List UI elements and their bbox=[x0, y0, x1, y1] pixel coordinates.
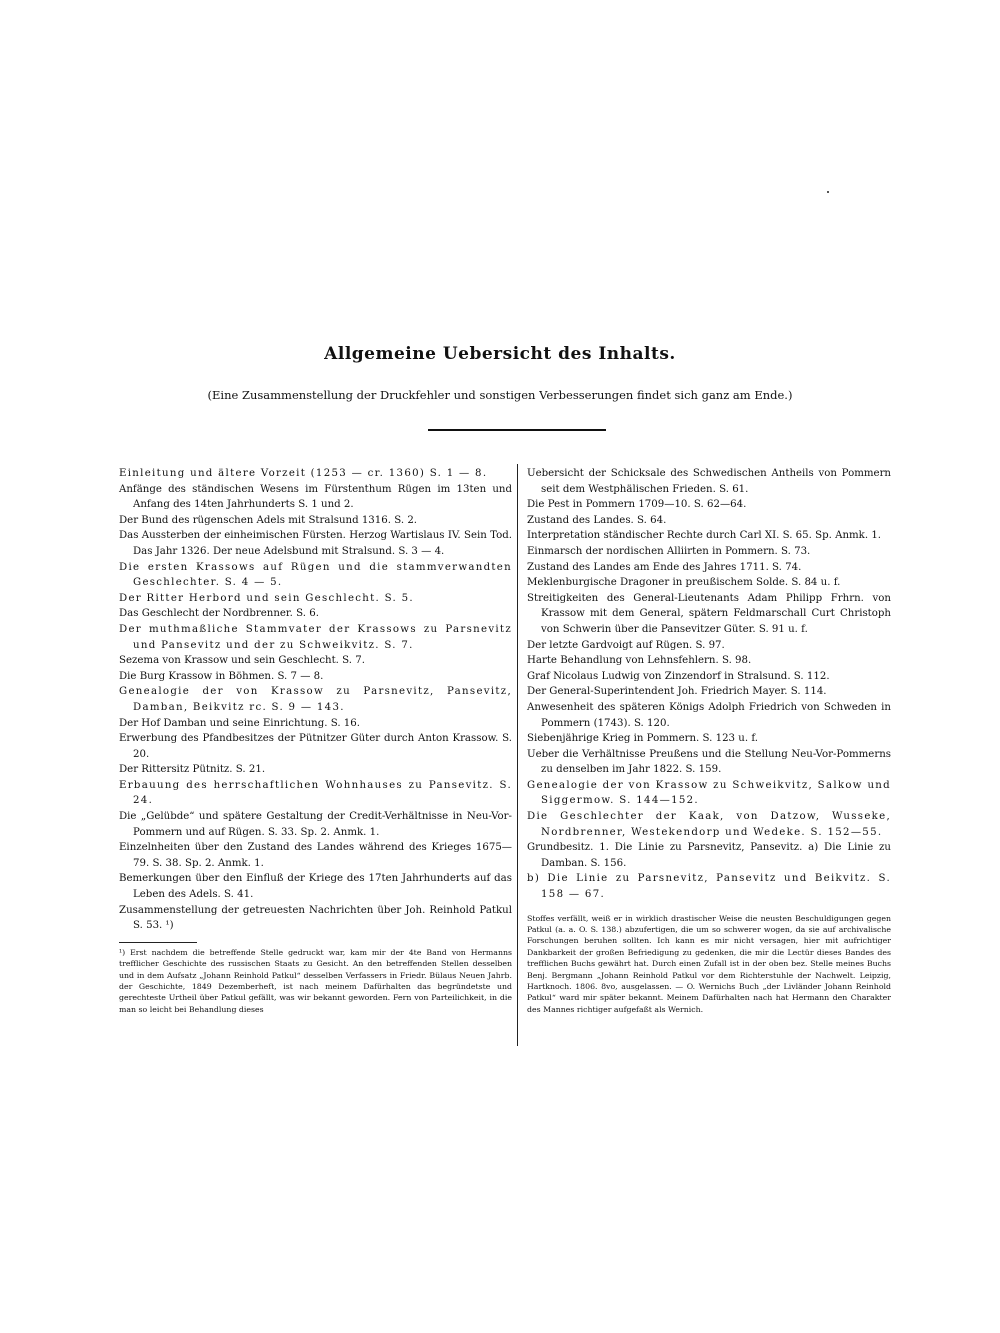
toc-entry: Anfänge des ständischen Wesens im Fürstenthum Rügen im 13ten und Anfang des 14ten Jahrhunderts S. 1 und 2. bbox=[119, 483, 512, 511]
column-divider bbox=[517, 464, 518, 1046]
toc-entry: Uebersicht der Schicksale des Schwedischen Antheils von Pommern seit dem Westphälischen Frieden. S. 61. bbox=[527, 468, 891, 495]
toc-entry: Einzelnheiten über den Zustand des Landes während des Krieges 1675—79. S. 38. Sp. 2. Anmk. 1. bbox=[119, 842, 512, 869]
toc-entry: Der Hof Damban und seine Einrichtung. S. 16. bbox=[119, 717, 361, 729]
toc-entry: Der Ritter Herbord und sein Geschlecht. S. 5. bbox=[119, 592, 414, 604]
toc-entry: Siebenjährige Krieg in Pommern. S. 123 u. f. bbox=[527, 733, 758, 745]
toc-entry: Graf Nicolaus Ludwig von Zinzendorf in Stralsund. S. 112. bbox=[527, 670, 830, 682]
toc-entry: Das Geschlecht der Nordbrenner. S. 6. bbox=[119, 608, 319, 620]
toc-entry: Zustand des Landes. S. 64. bbox=[527, 514, 667, 526]
toc-entry: Sezema von Krassow und sein Geschlecht. S. 7. bbox=[119, 655, 365, 667]
left-entries bbox=[119, 466, 512, 934]
stray-mark bbox=[827, 191, 829, 193]
toc-entry: Die Burg Krassow in Böhmen. S. 7 — 8. bbox=[119, 670, 324, 682]
toc-entry: Erwerbung des Pfandbesitzes der Pütnitzer Güter durch Anton Krassow. S. 20. bbox=[119, 733, 512, 760]
toc-entry: Einleitung und ältere Vorzeit (1253 — cr. 1360) S. 1 — 8. bbox=[119, 468, 488, 479]
toc-entry: Harte Behandlung von Lehnsfehlern. S. 98. bbox=[527, 655, 752, 667]
toc-entry: Der General-Superintendent Joh. Friedrich Mayer. S. 114. bbox=[527, 686, 827, 698]
right-entries bbox=[527, 466, 891, 903]
right-column bbox=[527, 466, 891, 1015]
toc-entry: Der Rittersitz Pütnitz. S. 21. bbox=[119, 764, 266, 776]
footnote-left: ¹) Erst nachdem die betreffende Stelle gedruckt war, kam mir der 4te Band von Hermanns trefflicher Geschichte des russischen Staats zu Gesicht. An den betreffenden Stellen desselben und in dem Aufsatz „Johann Reinhold Patkul“ desselben Verfassers in Friedr. Bülaus Neuen Jahrb. der Geschichte, 1849 Dezemberheft, ist nach meinem Dafürhalten das begründetste und gerechteste Urtheil über Patkul gefällt, was wir bekannt geworden. Fern von Parteilichkeit, in die man so leicht bei Behandlung dieses bbox=[119, 947, 512, 1014]
toc-entry: Das Aussterben der einheimischen Fürsten. Herzog Wartislaus IV. Sein Tod. Das Jahr 1326. Der neue Adelsbund mit Stralsund. S. 3 — 4. bbox=[119, 530, 512, 557]
toc-entry: Der Bund des rügenschen Adels mit Stralsund 1316. S. 2. bbox=[119, 514, 418, 526]
footnote-rule bbox=[119, 942, 197, 943]
toc-entry: Die „Gelübde“ und spätere Gestaltung der Credit-Verhältnisse in Neu-Vor-Pommern und auf Rügen. S. 33. Sp. 2. Anmk. 1. bbox=[119, 811, 512, 838]
toc-entry: Der muthmaßliche Stammvater der Krassows zu Parsnevitz und Pansevitz und der zu Schweikvitz. S. 7. bbox=[119, 623, 512, 651]
toc-entry: Anwesenheit des späteren Königs Adolph Friedrich von Schweden in Pommern (1743). S. 120. bbox=[527, 701, 891, 729]
toc-entry: Die ersten Krassows auf Rügen und die stammverwandten Geschlechter. S. 4 — 5. bbox=[119, 561, 512, 589]
toc-entry: Erbauung des herrschaftlichen Wohnhauses zu Pansevitz. S. 24. bbox=[119, 779, 512, 807]
toc-entry: Der letzte Gardvoigt auf Rügen. S. 97. bbox=[527, 639, 725, 651]
title-rule bbox=[428, 429, 606, 431]
toc-entry: Meklenburgische Dragoner in preußischem Solde. S. 84 u. f. bbox=[527, 577, 841, 589]
toc-entry: Die Pest in Pommern 1709—10. S. 62—64. bbox=[527, 499, 747, 511]
toc-entry: b) Die Linie zu Parsnevitz, Pansevitz und Beikvitz. S. 158 — 67. bbox=[527, 873, 891, 901]
toc-entry: Genealogie der von Krassow zu Parsnevitz, Pansevitz, Damban, Beikvitz rc. S. 9 — 143. bbox=[119, 686, 512, 713]
toc-entry: Zustand des Landes am Ende des Jahres 1711. S. 74. bbox=[527, 561, 802, 573]
toc-entry: Genealogie der von Krassow zu Schweikvitz, Salkow und Siggermow. S. 144—152. bbox=[527, 779, 891, 807]
toc-entry: Streitigkeiten des General-Lieutenants Adam Philipp Frhrn. von Krassow mit dem General, spätern Feldmarschall Curt Christoph von Schwerin über die Pansevitzer Güter. S. 91 u. f. bbox=[527, 592, 891, 635]
toc-entry: Einmarsch der nordischen Alliirten in Pommern. S. 73. bbox=[527, 545, 811, 557]
toc-entry: Grundbesitz. 1. Die Linie zu Parsnevitz, Pansevitz. a) Die Linie zu Damban. S. 156. bbox=[527, 842, 891, 869]
toc-entry: Bemerkungen über den Einfluß der Kriege des 17ten Jahrhunderts auf das Leben des Adels. S. 41. bbox=[119, 873, 512, 901]
footnote-right: Stoffes verfällt, weiß er in wirklich drastischer Weise die neusten Beschuldigungen gegen Patkul (a. a. O. S. 138.) abzufertigen, die um so schwerer wogen, da sie auf archivalische Forschungen beruhen sollten. Ich kann es mir nicht versagen, hier mit aufrichtiger Dankbarkeit der großen Befriedigung zu gedenken, die mir die Lectür dieses Bandes des trefflichen Buchs gewährt hat. Durch einen Zufall ist in der oben bez. Stelle meines Buchs Benj. Bergmann „Johann Reinhold Patkul vor dem Richterstuhle der Nachwelt. Leipzig, Hartknoch. 1806. 8vo, ausgelassen. — O. Wernichs Buch „der Livländer Johann Reinhold Patkul“ ward mir später bekannt. Meinem Dafürhalten nach hat Hermann den Charakter des Mannes richtiger aufgefaßt als Wernich. bbox=[527, 913, 891, 1014]
toc-entry: Die Geschlechter der Kaak, von Datzow, Wusseke, Nordbrenner, Westekendorp und Wedeke. S. 152—55. bbox=[527, 811, 891, 838]
left-column bbox=[119, 466, 512, 1015]
toc-entry: Ueber die Verhältnisse Preußens und die Stellung Neu-Vor-Pommerns zu denselben im Jahr 1822. S. 159. bbox=[527, 748, 891, 776]
page-title: Allgemeine Uebersicht des Inhalts. bbox=[324, 344, 676, 364]
toc-entry: Zusammenstellung der getreuesten Nachrichten über Joh. Reinhold Patkul S. 53. ¹) bbox=[119, 904, 512, 932]
toc-entry: Interpretation ständischer Rechte durch Carl XI. S. 65. Sp. Anmk. 1. bbox=[527, 530, 882, 542]
page-subtitle: (Eine Zusammenstellung der Druckfehler und sonstigen Verbesserungen findet sich ganz am Ende.) bbox=[207, 388, 793, 402]
